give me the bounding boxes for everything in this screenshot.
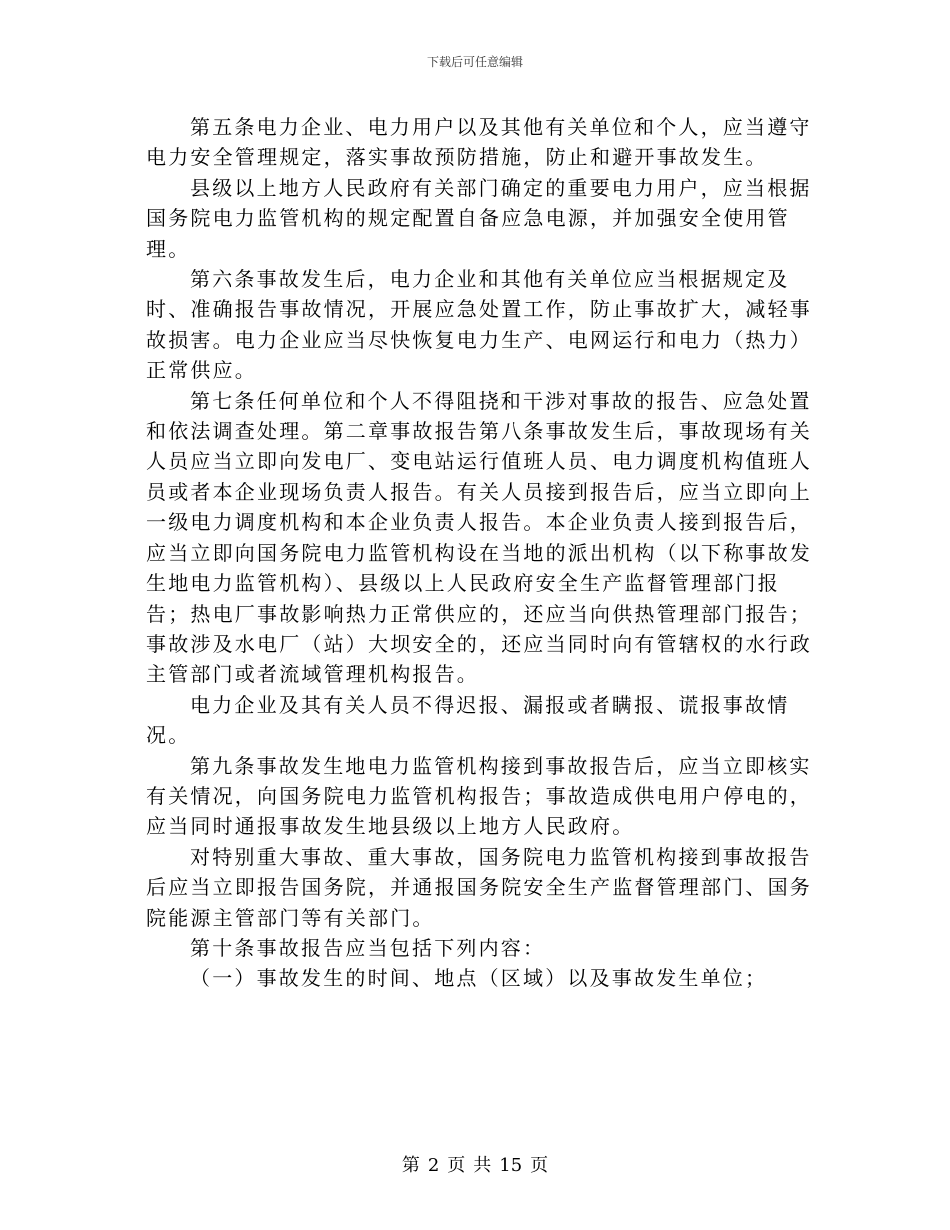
paragraph: 第五条电力企业、电力用户以及其他有关单位和个人，应当遵守电力安全管理规定，落实事故预防措施，防止和避开事故发生。 — [146, 115, 812, 170]
paragraph: 县级以上地方人民政府有关部门确定的重要电力用户，应当根据国务院电力监管机构的规定配置自备应急电源，并加强安全使用管理。 — [146, 175, 812, 261]
paragraph: 对特别重大事故、重大事故，国务院电力监管机构接到事故报告后应当立即报告国务院，并通报国务院安全生产监督管理部门、国务院能源主管部门等有关部门。 — [146, 844, 812, 930]
footer-prefix: 第 — [401, 1155, 420, 1176]
page-number-footer — [0, 1155, 950, 1177]
paragraph: （一）事故发生的时间、地点（区域）以及事故发生单位； — [190, 966, 768, 991]
footer-total-word: 共 — [473, 1155, 492, 1176]
page-header-note: 下载后可任意编辑 — [426, 55, 523, 69]
paragraph: 第十条事故报告应当包括下列内容： — [190, 935, 546, 960]
footer-current-page: 2 — [427, 1155, 440, 1176]
document-body — [146, 112, 818, 994]
paragraph: 第六条事故发生后，电力企业和其他有关单位应当根据规定及时、准确报告事故情况，开展应急处置工作，防止事故扩大，减轻事故损害。电力企业应当尽快恢复电力生产、电网运行和电力（热力）正常供应。 — [146, 267, 812, 383]
paragraph: 电力企业及其有关人员不得迟报、漏报或者瞒报、谎报事故情况。 — [146, 692, 790, 748]
paragraph: 第七条任何单位和个人不得阻挠和干涉对事故的报告、应急处置和依法调查处理。第二章事故报告第八条事故发生后，事故现场有关人员应当立即向发电厂、变电站运行值班人员、电力调度机构值班人员或者本企业现场负责人报告。有关人员接到报告后，应当立即向上一级电力调度机构和本企业负责人报告。本企业负责人接到报告后，应当立即向国务院电力监管机构设在当地的派出机构（以下称事故发生地电力监管机构）、县级以上人民政府安全生产监督管理部门报告；热电厂事故影响热力正常供应的，还应当向供热管理部门报告；事故涉及水电厂（站）大坝安全的，还应当同时向有管辖权的水行政主管部门或者流域管理机构报告。 — [146, 388, 812, 687]
footer-page-word: 页 — [447, 1155, 466, 1176]
footer-suffix: 页 — [530, 1155, 549, 1176]
footer-total-pages: 15 — [499, 1155, 523, 1176]
paragraph: 第九条事故发生地电力监管机构接到事故报告后，应当立即核实有关情况，向国务院电力监管机构报告；事故造成供电用户停电的，应当同时通报事故发生地县级以上地方人民政府。 — [146, 753, 812, 839]
